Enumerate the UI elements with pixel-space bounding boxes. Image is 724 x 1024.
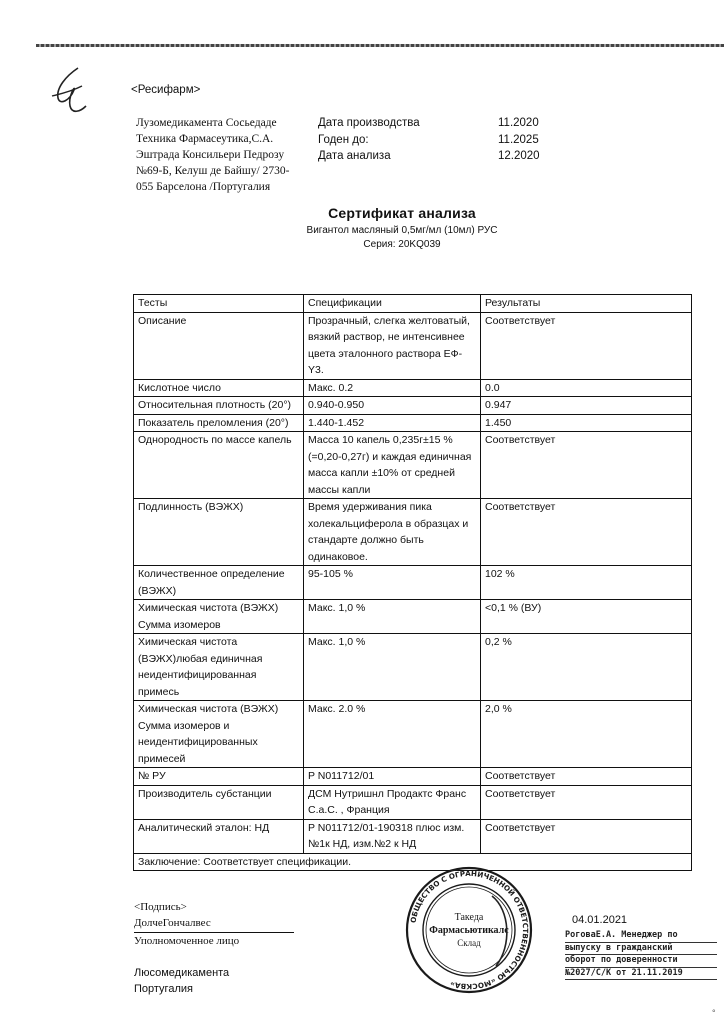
copy-stamp-line: РоговаЕ.А. Менеджер по — [565, 930, 717, 943]
column-header-results: Результаты — [481, 295, 692, 313]
test-cell: Химическая чистота (ВЭЖХ) Сумма изомеров — [134, 600, 304, 634]
stamp-center-line: Фармасьютикалс — [429, 925, 509, 936]
expiry-date-label: Годен до: — [318, 133, 369, 146]
table-row — [134, 701, 692, 768]
certified-copy-stamp — [565, 930, 717, 980]
result-cell: 0,2 % — [481, 634, 692, 701]
manufacturer-address — [136, 115, 311, 195]
result-cell: Соответствует — [481, 768, 692, 786]
spec-cell: Макс. 2.0 % — [304, 701, 481, 768]
production-date-value: 11.2020 — [498, 117, 539, 129]
analysis-date-value: 12.2020 — [498, 150, 540, 162]
result-cell: 1.450 — [481, 414, 692, 432]
address-line: Техника Фармасеутика,С.А. — [136, 133, 274, 145]
table-row — [134, 432, 692, 499]
spec-cell: Макс. 1,0 % — [304, 600, 481, 634]
signatory-name: ДолчеГончалвес — [134, 916, 211, 929]
analysis-results-table — [133, 294, 692, 871]
test-cell: Производитель субстанции — [134, 785, 304, 819]
address-line: Лузомедикамента Сосьедаде — [136, 117, 277, 129]
footer-company-country: Португалия — [134, 983, 193, 995]
signatory-role: Уполномоченное лицо — [134, 935, 240, 947]
certificate-title-block — [230, 205, 574, 250]
test-cell: Подлинность (ВЭЖХ) — [134, 499, 304, 566]
spec-cell: P N011712/01-190318 плюс изм. №1к НД, изм.№2 к НД — [304, 819, 481, 853]
result-cell: 0.947 — [481, 397, 692, 415]
expiry-date-value: 11.2025 — [498, 133, 539, 146]
handwritten-initials — [48, 66, 90, 118]
footer-company — [134, 965, 229, 997]
table-row — [134, 785, 692, 819]
spec-cell: P N011712/01 — [304, 768, 481, 786]
test-cell: Количественное определение (ВЭЖХ) — [134, 566, 304, 600]
test-cell: Аналитический эталон: НД — [134, 819, 304, 853]
spec-cell: Прозрачный, слегка желтоватый, вязкий раствор, не интенсивнее цвета эталонного раствора ЕФ-Y3. — [304, 312, 481, 379]
result-cell: Соответствует — [481, 785, 692, 819]
signature-line — [134, 932, 294, 933]
address-line: Эштрада Консильери Педрозу — [136, 149, 285, 161]
stamp-center-line: Такеда — [454, 912, 484, 923]
copy-stamp-line: выпуску в гражданский — [565, 943, 717, 956]
spec-cell: 0.940-0.950 — [304, 397, 481, 415]
conclusion-cell: Заключение: Соответствует спецификации. — [134, 853, 692, 871]
company-header: <Ресифарм> — [131, 84, 201, 96]
table-row — [134, 414, 692, 432]
stamp-ring-text: ОБЩЕСТВО С ОГРАНИЧЕННОЙ ОТВЕТСТВЕННОСТЬЮ «МОСКВА» — [408, 868, 531, 992]
result-cell: <0,1 % (ВУ) — [481, 600, 692, 634]
footer-company-name: Люсомедикамента — [134, 967, 230, 979]
spec-cell: ДСМ Нутришнл Продактс Франс С.а.С. , Франция — [304, 785, 481, 819]
spec-cell: 95-105 % — [304, 566, 481, 600]
test-cell: Однородность по массе капель — [134, 432, 304, 499]
copy-stamp-line: №2027/С/К от 21.11.2019 — [565, 968, 717, 981]
spec-cell: Время удерживания пика холекальциферола в образцах и стандарте должно быть одинаковое. — [304, 499, 481, 566]
result-cell: Соответствует — [481, 819, 692, 853]
signature-date: 04.01.2021 — [572, 914, 628, 926]
result-cell: 102 % — [481, 566, 692, 600]
column-header-tests: Тесты — [134, 295, 304, 313]
batch-series: Серия: 20KQ039 — [363, 239, 441, 250]
test-cell: Относительная плотность (20°) — [134, 397, 304, 415]
copy-stamp-line: оборот по доверенности — [565, 955, 717, 968]
batch-meta-values — [498, 115, 540, 165]
result-cell: Соответствует — [481, 312, 692, 379]
result-cell: Соответствует — [481, 432, 692, 499]
table-row — [134, 312, 692, 379]
test-cell: Описание — [134, 312, 304, 379]
spec-cell: Масса 10 капель 0,235г±15 % (=0,20-0,27г) и каждая единичная масса капли ±10% от средней массы капли — [304, 432, 481, 499]
spec-cell: Макс. 0.2 — [304, 379, 481, 397]
analysis-date-label: Дата анализа — [318, 150, 391, 162]
signature-label: <Подпись> — [134, 901, 187, 913]
stamp-center-line: Склад — [457, 938, 481, 948]
result-cell: 2,0 % — [481, 701, 692, 768]
signature-block — [134, 900, 294, 950]
address-line: №69-Б, Келуш де Байшу/ 2730- — [136, 165, 290, 177]
table-row — [134, 379, 692, 397]
scan-edge-mark: ° — [712, 1008, 716, 1018]
column-header-specifications: Спецификации — [304, 295, 481, 313]
table-row — [134, 819, 692, 853]
table-row — [134, 600, 692, 634]
table-row — [134, 566, 692, 600]
certificate-title: Сертификат анализа — [328, 205, 476, 221]
company-seal-stamp — [400, 866, 538, 994]
address-line: 055 Барселона /Португалия — [136, 181, 271, 193]
table-row — [134, 634, 692, 701]
test-cell: Химическая чистота (ВЭЖХ)любая единичная неидентифицированная примесь — [134, 634, 304, 701]
result-cell: Соответствует — [481, 499, 692, 566]
batch-meta-labels — [318, 115, 420, 165]
table-header-row — [134, 295, 692, 313]
test-cell: № РУ — [134, 768, 304, 786]
spec-cell: 1.440-1.452 — [304, 414, 481, 432]
scan-top-border — [36, 44, 724, 47]
table-row — [134, 499, 692, 566]
product-name: Вигантол масляный 0,5мг/мл (10мл) РУС — [306, 225, 498, 236]
test-cell: Кислотное число — [134, 379, 304, 397]
test-cell: Химическая чистота (ВЭЖХ) Сумма изомеров и неидентифицированных примесей — [134, 701, 304, 768]
spec-cell: Макс. 1,0 % — [304, 634, 481, 701]
test-cell: Показатель преломления (20°) — [134, 414, 304, 432]
table-row — [134, 768, 692, 786]
production-date-label: Дата производства — [318, 117, 420, 129]
table-row — [134, 397, 692, 415]
result-cell: 0.0 — [481, 379, 692, 397]
